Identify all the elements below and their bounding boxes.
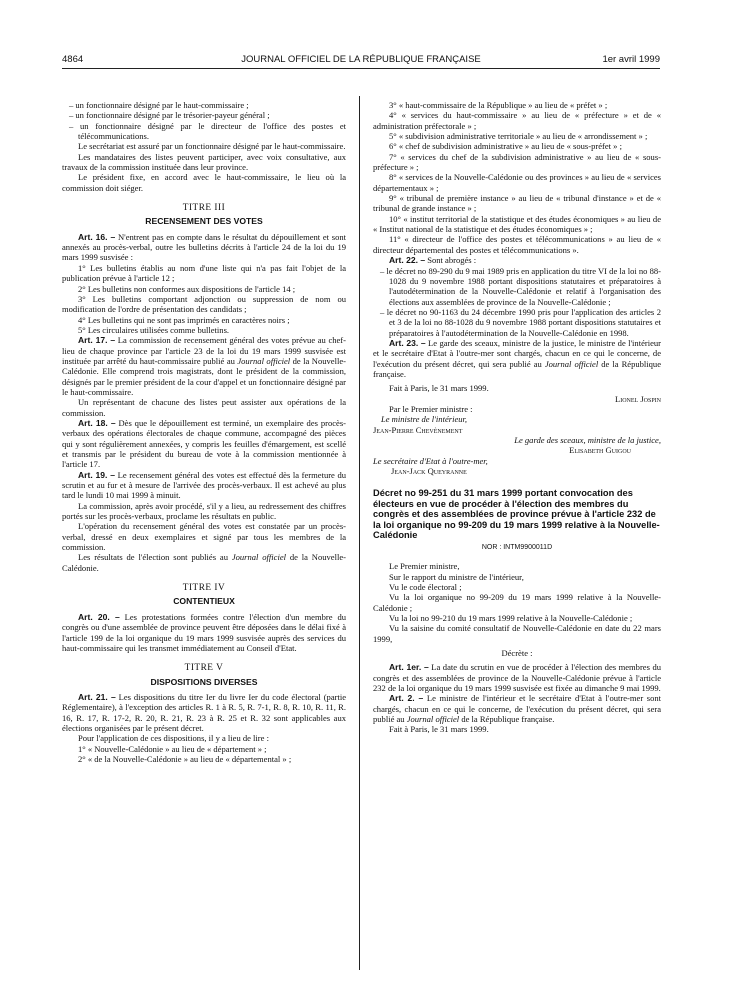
signature-pm: Lionel Jospin (614, 393, 661, 404)
paragraph: Le président fixe, en accord avec le haut-commissaire, le lieu où la commission doit siéger. (62, 172, 346, 193)
preamble-line: Vu la loi no 99-210 du 19 mars 1999 relative à la Nouvelle-Calédonie ; (389, 612, 633, 623)
journal-reference: Journal officiel (231, 552, 287, 563)
titre-heading: TITRE III (182, 203, 226, 214)
paragraph-text: Les résultats de l'élection sont publiés au (78, 552, 232, 563)
paragraph: Les mandataires des listes peuvent participer, avec voix consultative, aux travaux de la commission instituée dans leur province. (62, 151, 346, 173)
article-text: Le ministre de l'intérieur et le secrétaire d'Etat à l'outre-mer sont chargés, chacun en ce qui le concerne, de l'exécution du présent décret, qui sera publié au (373, 693, 661, 725)
article-label: Art. 16. – (78, 231, 116, 242)
decret-title: Décret no 99-251 du 31 mars 1999 portant convocation des électeurs en vue de procéder à l'élection des membres du congrès et des assemblées de province prévue à l'article 232 de la loi organique no 99-209 du 19 mars 1999 relative à la Nouvelle-Calédonie (373, 488, 660, 541)
journal-reference: Journal officiel (544, 358, 599, 369)
page-header (62, 54, 660, 68)
signatory-name: Elisabeth Guigou (569, 445, 631, 456)
article-label: Art. 18. – (78, 417, 116, 428)
preamble-line: Vu la loi organique no 99-209 du 19 mars 1999 relative à la Nouvelle-Calédonie ; (373, 592, 661, 613)
paragraph (62, 552, 346, 573)
par-le-premier-ministre: Par le Premier ministre : (389, 403, 473, 414)
issue-date: 1er avril 1999 (602, 54, 660, 65)
list-item: 5° Les circulaires utilisées comme bulletins. (78, 324, 230, 335)
list-item: – le décret no 89-290 du 9 mai 1989 pris en application du titre VI de la loi no 88-1028 du 9 novembre 1988 portant dispositions statutaires et préparatoires à l'autodétermination de la Nouvelle-Calédonie et relatif à l'organisation des élections aux assemblées de province de la Nouvelle-Calédonie ; (380, 265, 661, 307)
paragraph: Pour l'application de ces dispositions, il y a lieu de lire : (78, 733, 269, 744)
list-item: 5° « subdivision administrative territoriale » au lieu de « arrondissement » ; (389, 131, 648, 142)
list-item: 3° Les bulletins comportant adjonction ou suppression de nom ou modification de l'ordre de présentation des candidats ; (62, 293, 346, 315)
journal-title: JOURNAL OFFICIEL DE LA RÉPUBLIQUE FRANÇAISE (241, 54, 481, 65)
list-item: 6° « chef de subdivision administrative » au lieu de « sous-préfet » ; (389, 141, 622, 152)
titre-heading: TITRE IV (182, 583, 226, 594)
article-21 (62, 692, 346, 733)
list-item: – un fonctionnaire désigné par le haut-commissaire ; (69, 100, 249, 110)
column-divider (359, 96, 360, 970)
journal-reference: Journal officiel (406, 714, 460, 725)
list-item: 1° « Nouvelle-Calédonie » au lieu de « département » ; (78, 743, 267, 754)
right-column (373, 100, 661, 735)
article-text: N'entrent pas en compte dans le résultat du dépouillement et sont annexés au procès-verbal, outre les bulletins décrits à l'article 24 de la loi du 19 mars 1999 susvisée : (62, 231, 346, 263)
article-text: La commission de recensement général des votes prévue au chef-lieu de chaque province par l'article 23 de la loi du 19 mars 1999 susvisée est instituée par arrêté du haut-commissaire publié au (62, 335, 346, 366)
article-22 (373, 255, 661, 265)
page-number: 4864 (62, 54, 84, 65)
article-text: Sont abrogés : (425, 255, 477, 266)
signatory-title: Le secrétaire d'Etat à l'outre-mer, (373, 455, 488, 466)
list-item: 9° « tribunal de première instance » au lieu de « tribunal d'instance » et de « tribunal de grande instance » ; (373, 193, 661, 214)
section-heading: DISPOSITIONS DIVERSES (150, 676, 258, 687)
list-item: – le décret no 90-1163 du 24 décembre 1990 pris pour l'application des articles 2 et 3 de la loi no 88-1028 du 9 novembre 1988 portant dispositions statutaires et préparatoires à l'autodétermination de la Nouvelle-Calédonie en 1998. (380, 306, 661, 338)
preamble-line: Le Premier ministre, (389, 561, 460, 572)
article-label: Art. 22. – (389, 255, 426, 266)
signatory-name: Jean-Jack Queyranne (391, 466, 467, 477)
article-19 (62, 470, 346, 501)
list-item: 4° « services du haut-commissaire » au lieu de « préfecture » et de « administration préfectorale » ; (373, 110, 661, 131)
article-text: de la République française. (373, 358, 661, 379)
article-text: Dès que le dépouillement est terminé, un exemplaire des procès-verbaux des opérations électorales de chaque commune, accompagné des pièces qui y sont régulièrement annexées, y compris les feuilles d'émargement, est scellé et transmis par le président du bureau de vote à la commission mentionnée à l'article 17. (62, 417, 346, 470)
list-item: 1° Les bulletins établis au nom d'une liste qui n'a pas fait l'objet de la publication prévue à l'article 12 ; (62, 262, 346, 284)
list-item: 2° « de la Nouvelle-Calédonie » au lieu de « départemental » ; (78, 753, 292, 764)
article-text: Les dispositions du titre Ier du livre Ier du code électoral (partie Réglementaire), à l'exception des articles R. 1 à R. 5, R. 7-1, R. 8, R. 10, R. 11, R. 16, R. 17, R. 17-2, R. 20, R. 21, R. 23 à R. 25 et R. 32 sont applicables aux élections organisées par le présent décret. (62, 691, 346, 733)
list-item: 3° « haut-commissaire de la République » au lieu de « préfet » ; (389, 100, 608, 110)
article-text: Les protestations formées contre l'élection d'un membre du congrès ou d'une assemblée de province peuvent être déposées dans le délai fixé à l'article 199 de la loi organique du 19 mars 1999 susvisée auprès des services du haut-commissaire qui les transmet immédiatement au Conseil d'Etat. (62, 611, 347, 653)
decrete: Décrète : (501, 647, 533, 658)
article-16 (62, 232, 346, 263)
article-label: Art. 20. – (78, 611, 120, 622)
article-text: La date du scrutin en vue de procéder à l'élection des membres du congrès et des assemblées de province de la Nouvelle-Calédonie prévue à l'article 232 de la loi organique du 19 mars 1999 susvisée est fixée au dimanche 9 mai 1999. (373, 662, 661, 693)
preamble-line: Sur le rapport du ministre de l'intérieur, (389, 571, 524, 582)
article-label: Art. 2. – (389, 693, 424, 704)
article-text: Le garde des sceaux, ministre de la justice, le ministre de l'intérieur et le secrétaire d'Etat à l'outre-mer sont chargés, chacun en ce qui le concerne, de l'exécution du présent décret, qui sera publié au (373, 337, 661, 369)
article-23 (373, 338, 661, 379)
article-label: Art. 23. – (389, 337, 426, 348)
article-label: Art. 1er. – (389, 662, 429, 673)
preamble-line: Vu la saisine du comité consultatif de Nouvelle-Calédonie en date du 22 mars 1999, (373, 623, 661, 644)
paragraph-text: de la Nouvelle-Calédonie. (62, 552, 346, 573)
article-18 (62, 418, 346, 470)
section-heading: CONTENTIEUX (173, 596, 235, 607)
list-item: – un fonctionnaire désigné par le trésorier-payeur général ; (69, 110, 270, 121)
article-label: Art. 17. – (78, 335, 116, 346)
signatory-name: Jean-Pierre Chevènement (373, 424, 463, 435)
preamble-line: Vu le code électoral ; (389, 581, 462, 592)
fait-a-paris: Fait à Paris, le 31 mars 1999. (389, 724, 489, 735)
journal-reference: Journal officiel (237, 355, 291, 366)
list-item: – un fonctionnaire désigné par le directeur de l'office des postes et télécommunications. (69, 120, 346, 142)
article-text: de la Nouvelle-Calédonie. Elle comprend trois magistrats, dont le président de la commission, désignés par le premier président de la cour d'appel et un fonctionnaire désigné par le haut-commissaire. (62, 355, 346, 397)
list-item: 7° « services du chef de la subdivision administrative » au lieu de « sous-préfecture » ; (373, 151, 661, 173)
list-item: 11° « directeur de l'office des postes et télécommunications » au lieu de « directeur départemental des postes et télécommunications ». (373, 234, 661, 255)
list-item: 2° Les bulletins non conformes aux dispositions de l'article 14 ; (78, 283, 296, 294)
article-1 (373, 662, 661, 693)
paragraph: Le secrétariat est assuré par un fonctionnaire désigné par le haut-commissaire. (78, 141, 346, 152)
article-2 (373, 693, 661, 724)
left-column (62, 100, 346, 764)
titre-heading: TITRE V (184, 663, 224, 674)
paragraph: La commission, après avoir procédé, s'il y a lieu, au redressement des chiffres portés sur les procès-verbaux, proclame les résultats en public. (62, 500, 346, 522)
signatory-title: Le ministre de l'intérieur, (381, 414, 468, 425)
paragraph: Un représentant de chacune des listes peut assister aux opérations de la commission. (62, 397, 346, 418)
section-heading: RECENSEMENT DES VOTES (145, 216, 263, 227)
article-text: de la République française. (459, 714, 555, 725)
header-rule (62, 68, 660, 69)
nor-reference: NOR : INTM9900011D (481, 543, 553, 551)
article-label: Art. 19. – (78, 469, 116, 480)
list-item: 10° « institut territorial de la statistique et des études économiques » au lieu de « Institut national de la statistique et des études économiques » ; (373, 213, 661, 235)
article-text: Le recensement général des votes est effectué dès la fermeture du scrutin et au fur et à mesure de l'arrivée des procès-verbaux. Il est achevé au plus tard le lundi 10 mai 1999 à minuit. (62, 469, 346, 501)
list-item: 4° Les bulletins qui ne sont pas imprimés en caractères noirs ; (78, 314, 290, 325)
article-17 (62, 335, 346, 397)
signatory-title: Le garde des sceaux, ministre de la justice, (514, 435, 661, 445)
article-20 (62, 612, 346, 653)
paragraph: L'opération du recensement général des votes est constatée par un procès-verbal, dressé en deux exemplaires et signé par tous les membres de la commission. (62, 521, 346, 553)
fait-a-paris: Fait à Paris, le 31 mars 1999. (389, 383, 489, 394)
list-item: 8° « services de la Nouvelle-Calédonie ou des provinces » au lieu de « services départementaux » ; (373, 172, 661, 193)
article-label: Art. 21. – (78, 691, 116, 702)
